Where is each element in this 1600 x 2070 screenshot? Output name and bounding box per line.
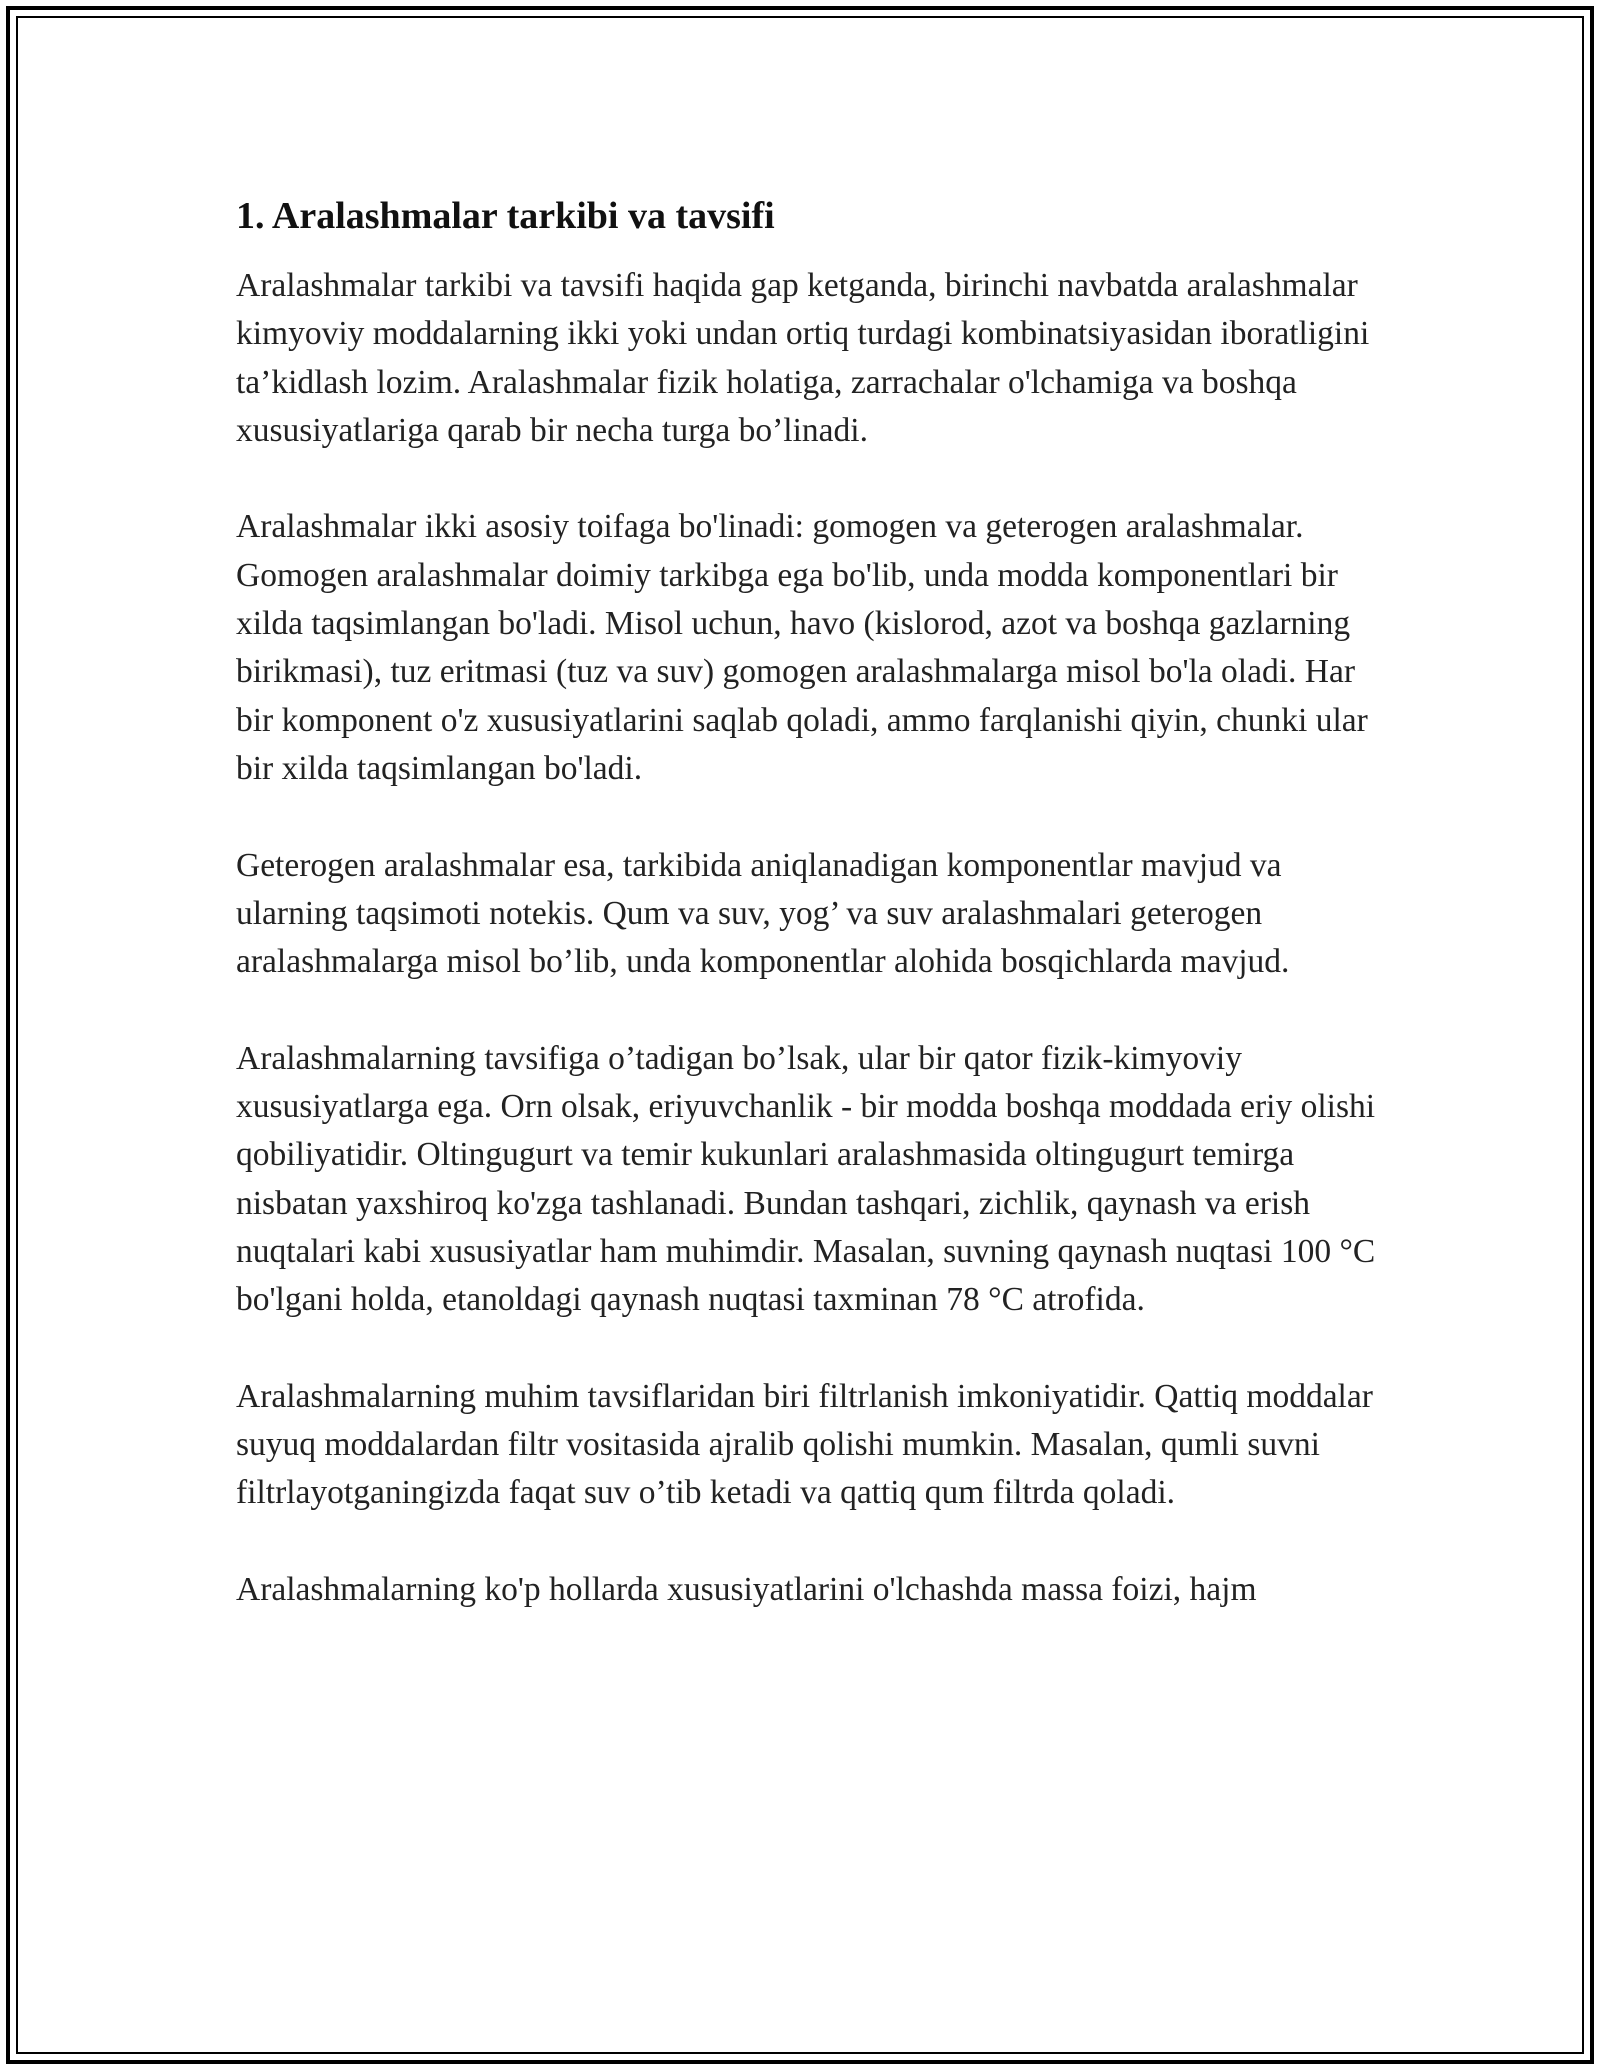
paragraph-5: Aralashmalarning muhim tavsiflaridan biri filtrlanish imkoniyatidir. Qattiq moddalar suyuq moddalardan filtr vositasida ajralib qolishi mumkin. Masalan, qumli suvni filtrlayotganingizda faqat suv o’tib ketadi va qattiq qum filtrda qoladi. bbox=[236, 1377, 1373, 1512]
paragraph-3: Geterogen aralashmalar esa, tarkibida aniqlanadigan komponentlar mavjud va ularning taqsimoti notekis. Qum va suv, yog’ va suv aralashmalari geterogen aralashmalarga misol bo’lib, unda komponentlar alohida bosqichlarda mavjud. bbox=[236, 846, 1290, 981]
paragraph-4: Aralashmalarning tavsifiga o’tadigan bo’lsak, ular bir qator fizik-kimyoviy xususiyatlarga ega. Orn olsak, eriyuvchanlik - bir modda boshqa moddada eriy olishi qobiliyatidir. Oltingugurt va temir kukunlari aralashmasida oltingugurt temirga nisbatan yaxshiroq ko'zga tashlanadi. Bundan tashqari, zichlik, qaynash va erish nuqtalari kabi xususiyatlar ham muhimdir. Masalan, suvning qaynash nuqtasi 100 °C bo'lgani holda, etanoldagi qaynash nuqtasi taxminan 78 °C atrofida. bbox=[236, 1039, 1376, 1319]
paragraph-1: Aralashmalar tarkibi va tavsifi haqida gap ketganda, birinchi navbatda aralashmalar kimyoviy moddalarning ikki yoki undan ortiq turdagi kombinatsiyasidan iboratligini ta’kidlash lozim. Aralashmalar fizik holatiga, zarrachalar o'lchamiga va boshqa xususiyatlariga qarab bir necha turga bo’linadi. bbox=[236, 267, 1370, 449]
paragraph-6: Aralashmalarning ko'p hollarda xususiyatlarini o'lchashda massa foizi, hajm bbox=[236, 1571, 1257, 1609]
paragraph-2: Aralashmalar ikki asosiy toifaga bo'linadi: gomogen va geterogen aralashmalar. Gomogen aralashmalar doimiy tarkibga ega bo'lib, unda modda komponentlari bir xilda taqsimlangan bo'ladi. Misol uchun, havo (kislorod, azot va boshqa gazlarning birikmasi), tuz eritmasi (tuz va suv) gomogen aralashmalarga misol bo'la oladi. Har bir komponent o'z xususiyatlarini saqlab qoladi, ammo farqlanishi qiyin, chunki ular bir xilda taqsimlangan bo'ladi. bbox=[236, 508, 1368, 787]
document-body bbox=[236, 186, 1376, 1663]
section-heading: 1. Aralashmalar tarkibi va tavsifi bbox=[236, 195, 775, 237]
